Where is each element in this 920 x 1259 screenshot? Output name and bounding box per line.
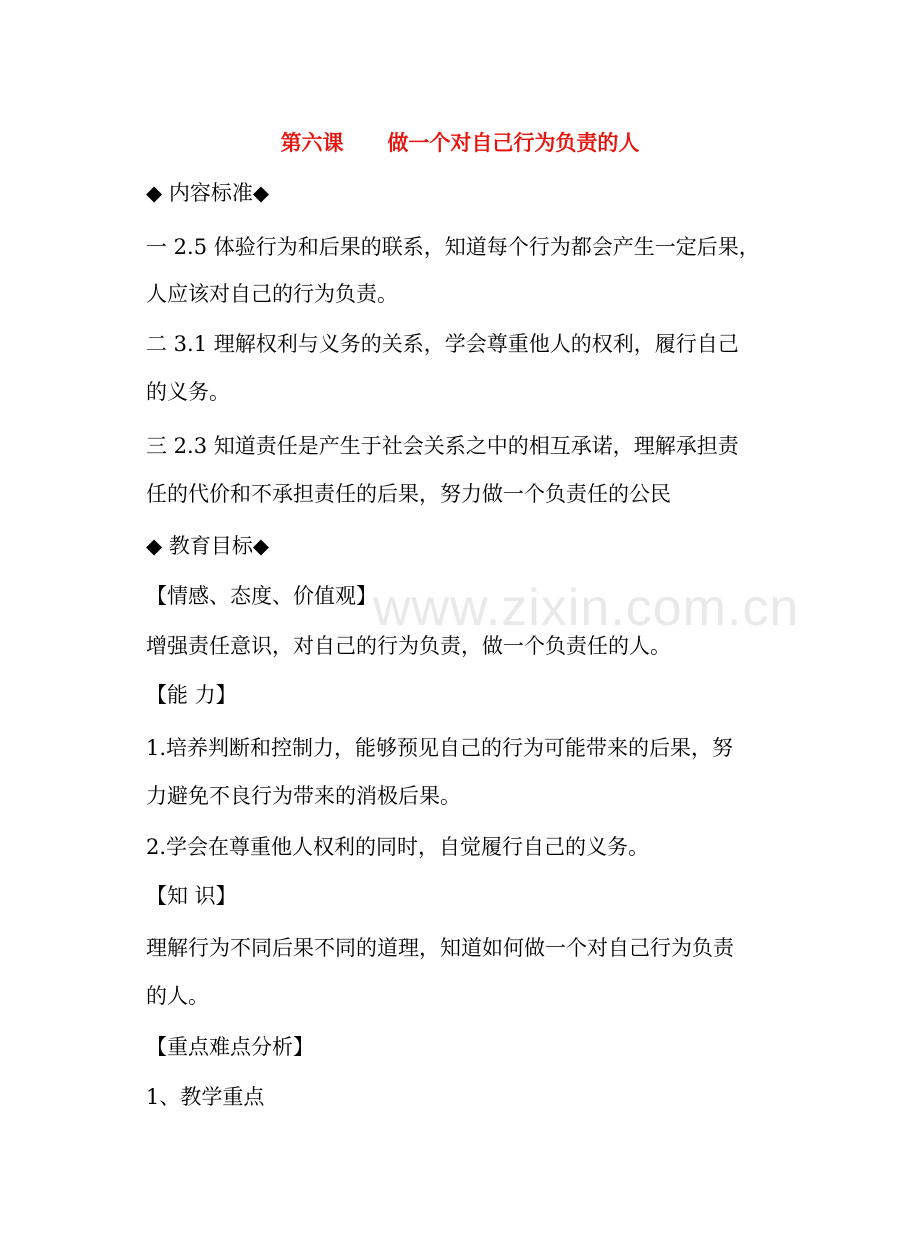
paragraph-line: 2.学会在尊重他人权利的同时，自觉履行自己的义务。 xyxy=(146,835,650,859)
paragraph-line: 一 2.5 体验行为和后果的联系，知道每个行为都会产生一定后果， xyxy=(146,235,760,259)
paragraph-line: 二 3.1 理解权利与义务的关系，学会尊重他人的权利，履行自己 xyxy=(146,332,739,356)
paragraph-line: 人应该对自己的行为负责。 xyxy=(146,282,398,306)
paragraph-line: 三 2.3 知道责任是产生于社会关系之中的相互承诺，理解承担责 xyxy=(146,434,739,458)
watermark: www.zixin.com.cn xyxy=(373,579,800,637)
paragraph-line: 1.培养判断和控制力，能够预见自己的行为可能带来的后果，努 xyxy=(146,736,734,760)
paragraph-line: 理解行为不同后果不同的道理，知道如何做一个对自己行为负责 xyxy=(146,936,734,960)
subheading-emotion-attitude-values: 【情感、态度、价值观】 xyxy=(146,584,377,608)
section-heading-education-goals: ◆ 教育目标◆ xyxy=(146,534,269,558)
paragraph-line: 增强责任意识，对自己的行为负责，做一个负责任的人。 xyxy=(146,634,671,658)
subheading-key-difficulty-analysis: 【重点难点分析】 xyxy=(146,1035,314,1059)
subheading-knowledge: 【知 识】 xyxy=(146,884,237,908)
subheading-teaching-focus: 1、教学重点 xyxy=(146,1085,265,1109)
lesson-title: 第六课 做一个对自己行为负责的人 xyxy=(280,130,640,155)
paragraph-line: 任的代价和不承担责任的后果，努力做一个负责任的公民 xyxy=(146,482,671,506)
paragraph-line: 的义务。 xyxy=(146,380,230,404)
paragraph-line: 力避免不良行为带来的消极后果。 xyxy=(146,784,461,808)
paragraph-line: 的人。 xyxy=(146,984,209,1008)
section-heading-content-standard: ◆ 内容标准◆ xyxy=(146,181,269,205)
subheading-ability: 【能 力】 xyxy=(146,683,237,707)
